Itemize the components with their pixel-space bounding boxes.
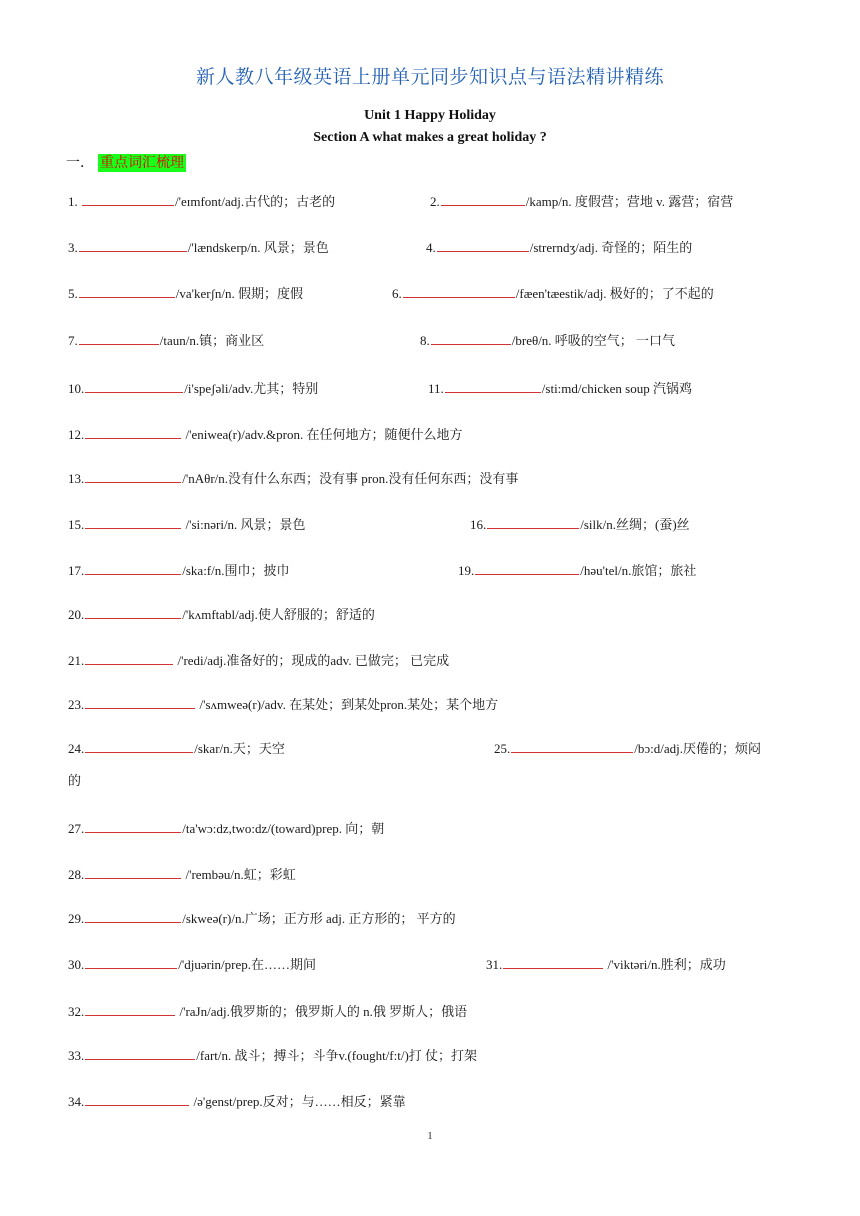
vocab-entry-7 xyxy=(68,330,264,349)
answer-blank[interactable] xyxy=(85,379,183,393)
entry-definition: /strerndʒ/adj. 奇怪的；陌生的 xyxy=(529,240,693,255)
vocab-entry-23 xyxy=(68,694,498,713)
entry-number: 12. xyxy=(68,427,85,442)
answer-blank[interactable] xyxy=(85,955,177,969)
vocab-entry-5 xyxy=(68,283,303,302)
entry-definition: /'redi/adj.准备好的；现成的adv. 已做完； 已完成 xyxy=(174,653,450,668)
answer-blank[interactable] xyxy=(85,651,173,665)
entry-definition: /kamp/n. 度假营；营地 v. 露营；宿营 xyxy=(525,194,734,209)
vocab-entry-8 xyxy=(420,330,675,349)
answer-blank[interactable] xyxy=(79,284,175,298)
entry-number: 11. xyxy=(428,381,444,396)
entry-number: 1. xyxy=(68,194,78,209)
answer-blank[interactable] xyxy=(85,1046,195,1060)
entry-number: 34. xyxy=(68,1094,85,1109)
answer-blank[interactable] xyxy=(82,192,174,206)
vocab-entry-16 xyxy=(470,514,690,533)
entry-definition: /taun/n.镇；商业区 xyxy=(159,333,265,348)
entry-number: 32. xyxy=(68,1004,85,1019)
heading-label: 重点词汇梳理 xyxy=(100,155,184,171)
entry-number: 19. xyxy=(458,563,475,578)
entry-number: 16. xyxy=(470,517,487,532)
vocab-entry-33 xyxy=(68,1045,477,1064)
entry-definition: /'djuərin/prep.在……期间 xyxy=(178,957,316,972)
entry-number: 15. xyxy=(68,517,85,532)
entry-definition: /'lændskerp/n. 风景；景色 xyxy=(187,240,329,255)
entry-definition: /fart/n. 战斗；搏斗；斗争v.(fought/f:t/)打 仗；打架 xyxy=(196,1048,478,1063)
answer-blank[interactable] xyxy=(437,238,529,252)
entry-definition: /'eniwea(r)/adv.&pron. 在任何地方；随便什么地方 xyxy=(182,427,463,442)
answer-blank[interactable] xyxy=(85,561,181,575)
entry-number: 17. xyxy=(68,563,85,578)
vocab-entry-1 xyxy=(68,191,335,210)
entry-number: 23. xyxy=(68,697,85,712)
entry-definition: /ta'wɔ:dz,two:dz/(toward)prep. 向；朝 xyxy=(182,821,385,836)
answer-blank[interactable] xyxy=(431,331,511,345)
answer-blank[interactable] xyxy=(511,739,633,753)
answer-blank[interactable] xyxy=(85,865,181,879)
entry-definition: /breθ/n. 呼吸的空气； 一口气 xyxy=(511,333,676,348)
entry-number: 20. xyxy=(68,607,85,622)
entry-definition: /va'kerʃn/n. 假期；度假 xyxy=(175,286,304,301)
entry-number: 7. xyxy=(68,333,78,348)
entry-definition: /'raJn/adj.俄罗斯的；俄罗斯人的 n.俄 罗斯人；俄语 xyxy=(176,1004,468,1019)
vocab-entry-24 xyxy=(68,738,285,757)
answer-blank[interactable] xyxy=(475,561,579,575)
answer-blank[interactable] xyxy=(85,1002,175,1016)
answer-blank[interactable] xyxy=(79,331,159,345)
section-heading xyxy=(66,152,186,172)
entry-definition: /skweə(r)/n.广场；正方形 adj. 正方形的； 平方的 xyxy=(182,911,456,926)
answer-blank[interactable] xyxy=(85,1092,189,1106)
vocab-entry-6 xyxy=(392,283,714,302)
heading-prefix: 一． xyxy=(66,155,94,171)
vocab-entry-34 xyxy=(68,1091,406,1110)
entry-definition: /'kʌmftabl/adj.使人舒服的；舒适的 xyxy=(182,607,375,622)
vocab-entry-2 xyxy=(430,191,733,210)
vocab-entry-29 xyxy=(68,908,456,927)
vocab-entry-10 xyxy=(68,378,318,397)
answer-blank[interactable] xyxy=(487,515,579,529)
answer-blank[interactable] xyxy=(503,955,603,969)
entry-number: 5. xyxy=(68,286,78,301)
vocab-entry-20 xyxy=(68,604,375,623)
entry-number: 30. xyxy=(68,957,85,972)
entry-definition: /həu'tel/n.旅馆；旅社 xyxy=(580,563,697,578)
entry-number: 25. xyxy=(494,741,511,756)
entry-definition: /'viktəri/n.胜利；成功 xyxy=(604,957,726,972)
entry-definition: /silk/n.丝绸；(蚕)丝 xyxy=(580,517,690,532)
page-number: 1 xyxy=(427,1130,433,1142)
entry-definition: /'si:nəri/n. 风景；景色 xyxy=(182,517,306,532)
entry-number: 29. xyxy=(68,911,85,926)
vocab-entry-3 xyxy=(68,237,329,256)
entry-25-wrap: 的 xyxy=(68,773,82,788)
vocab-entry-32 xyxy=(68,1001,467,1020)
vocab-entry-27 xyxy=(68,818,384,837)
entry-number: 8. xyxy=(420,333,430,348)
entry-number: 10. xyxy=(68,381,85,396)
entry-definition: /'rembəu/n.虹；彩虹 xyxy=(182,867,296,882)
entry-number: 4. xyxy=(426,240,436,255)
answer-blank[interactable] xyxy=(85,425,181,439)
answer-blank[interactable] xyxy=(85,739,193,753)
unit-title: Unit 1 Happy Holiday xyxy=(364,108,496,123)
entry-definition: /bɔ:d/adj.厌倦的；烦闷 xyxy=(634,741,761,756)
entry-number: 13. xyxy=(68,471,85,486)
answer-blank[interactable] xyxy=(445,379,541,393)
entry-definition: /ə'genst/prep.反对；与……相反；紧靠 xyxy=(190,1094,406,1109)
entry-number: 3. xyxy=(68,240,78,255)
page-title: 新人教八年级英语上册单元同步知识点与语法精讲精练 xyxy=(195,66,664,88)
vocab-entry-12 xyxy=(68,424,462,443)
vocab-entry-15 xyxy=(68,514,306,533)
vocab-entry-25 xyxy=(494,738,761,757)
answer-blank[interactable] xyxy=(85,605,181,619)
section-title: Section A what makes a great holiday ? xyxy=(313,130,547,145)
entry-number: 27. xyxy=(68,821,85,836)
vocab-entry-11 xyxy=(428,378,692,397)
answer-blank[interactable] xyxy=(85,819,181,833)
answer-blank[interactable] xyxy=(85,695,195,709)
answer-blank[interactable] xyxy=(85,515,181,529)
entry-number: 33. xyxy=(68,1048,85,1063)
vocab-entry-17 xyxy=(68,560,290,579)
vocab-entry-31 xyxy=(486,954,726,973)
entry-definition: /fæen'tæestik/adj. 极好的；了不起的 xyxy=(515,286,714,301)
entry-number: 28. xyxy=(68,867,85,882)
entry-number: 31. xyxy=(486,957,503,972)
entry-definition: /sti:md/chicken soup 汽锅鸡 xyxy=(541,381,692,396)
entry-definition: /'sʌmweə(r)/adv. 在某处；到某处pron.某处；某个地方 xyxy=(196,697,499,712)
entry-number: 6. xyxy=(392,286,402,301)
entry-definition: /ska:f/n.围巾；披巾 xyxy=(182,563,290,578)
vocab-entry-13 xyxy=(68,468,518,487)
entry-definition: /i'speʃəli/adv.尤其；特别 xyxy=(184,381,319,396)
vocab-entry-4 xyxy=(426,237,692,256)
answer-blank[interactable] xyxy=(85,469,181,483)
entry-definition: /'eɪmfont/adj.古代的；古老的 xyxy=(175,194,336,209)
entry-definition: /skar/n.天；天空 xyxy=(194,741,285,756)
answer-blank[interactable] xyxy=(403,284,515,298)
answer-blank[interactable] xyxy=(441,192,525,206)
entry-definition: /'nAθr/n.没有什么东西；没有事 pron.没有任何东西；没有事 xyxy=(182,471,519,486)
vocab-entry-28 xyxy=(68,864,296,883)
vocab-entry-30 xyxy=(68,954,316,973)
entry-number: 2. xyxy=(430,194,440,209)
vocab-entry-19 xyxy=(458,560,696,579)
entry-number: 24. xyxy=(68,741,85,756)
vocab-entry-21 xyxy=(68,650,449,669)
entry-number: 21. xyxy=(68,653,85,668)
answer-blank[interactable] xyxy=(79,238,187,252)
answer-blank[interactable] xyxy=(85,909,181,923)
